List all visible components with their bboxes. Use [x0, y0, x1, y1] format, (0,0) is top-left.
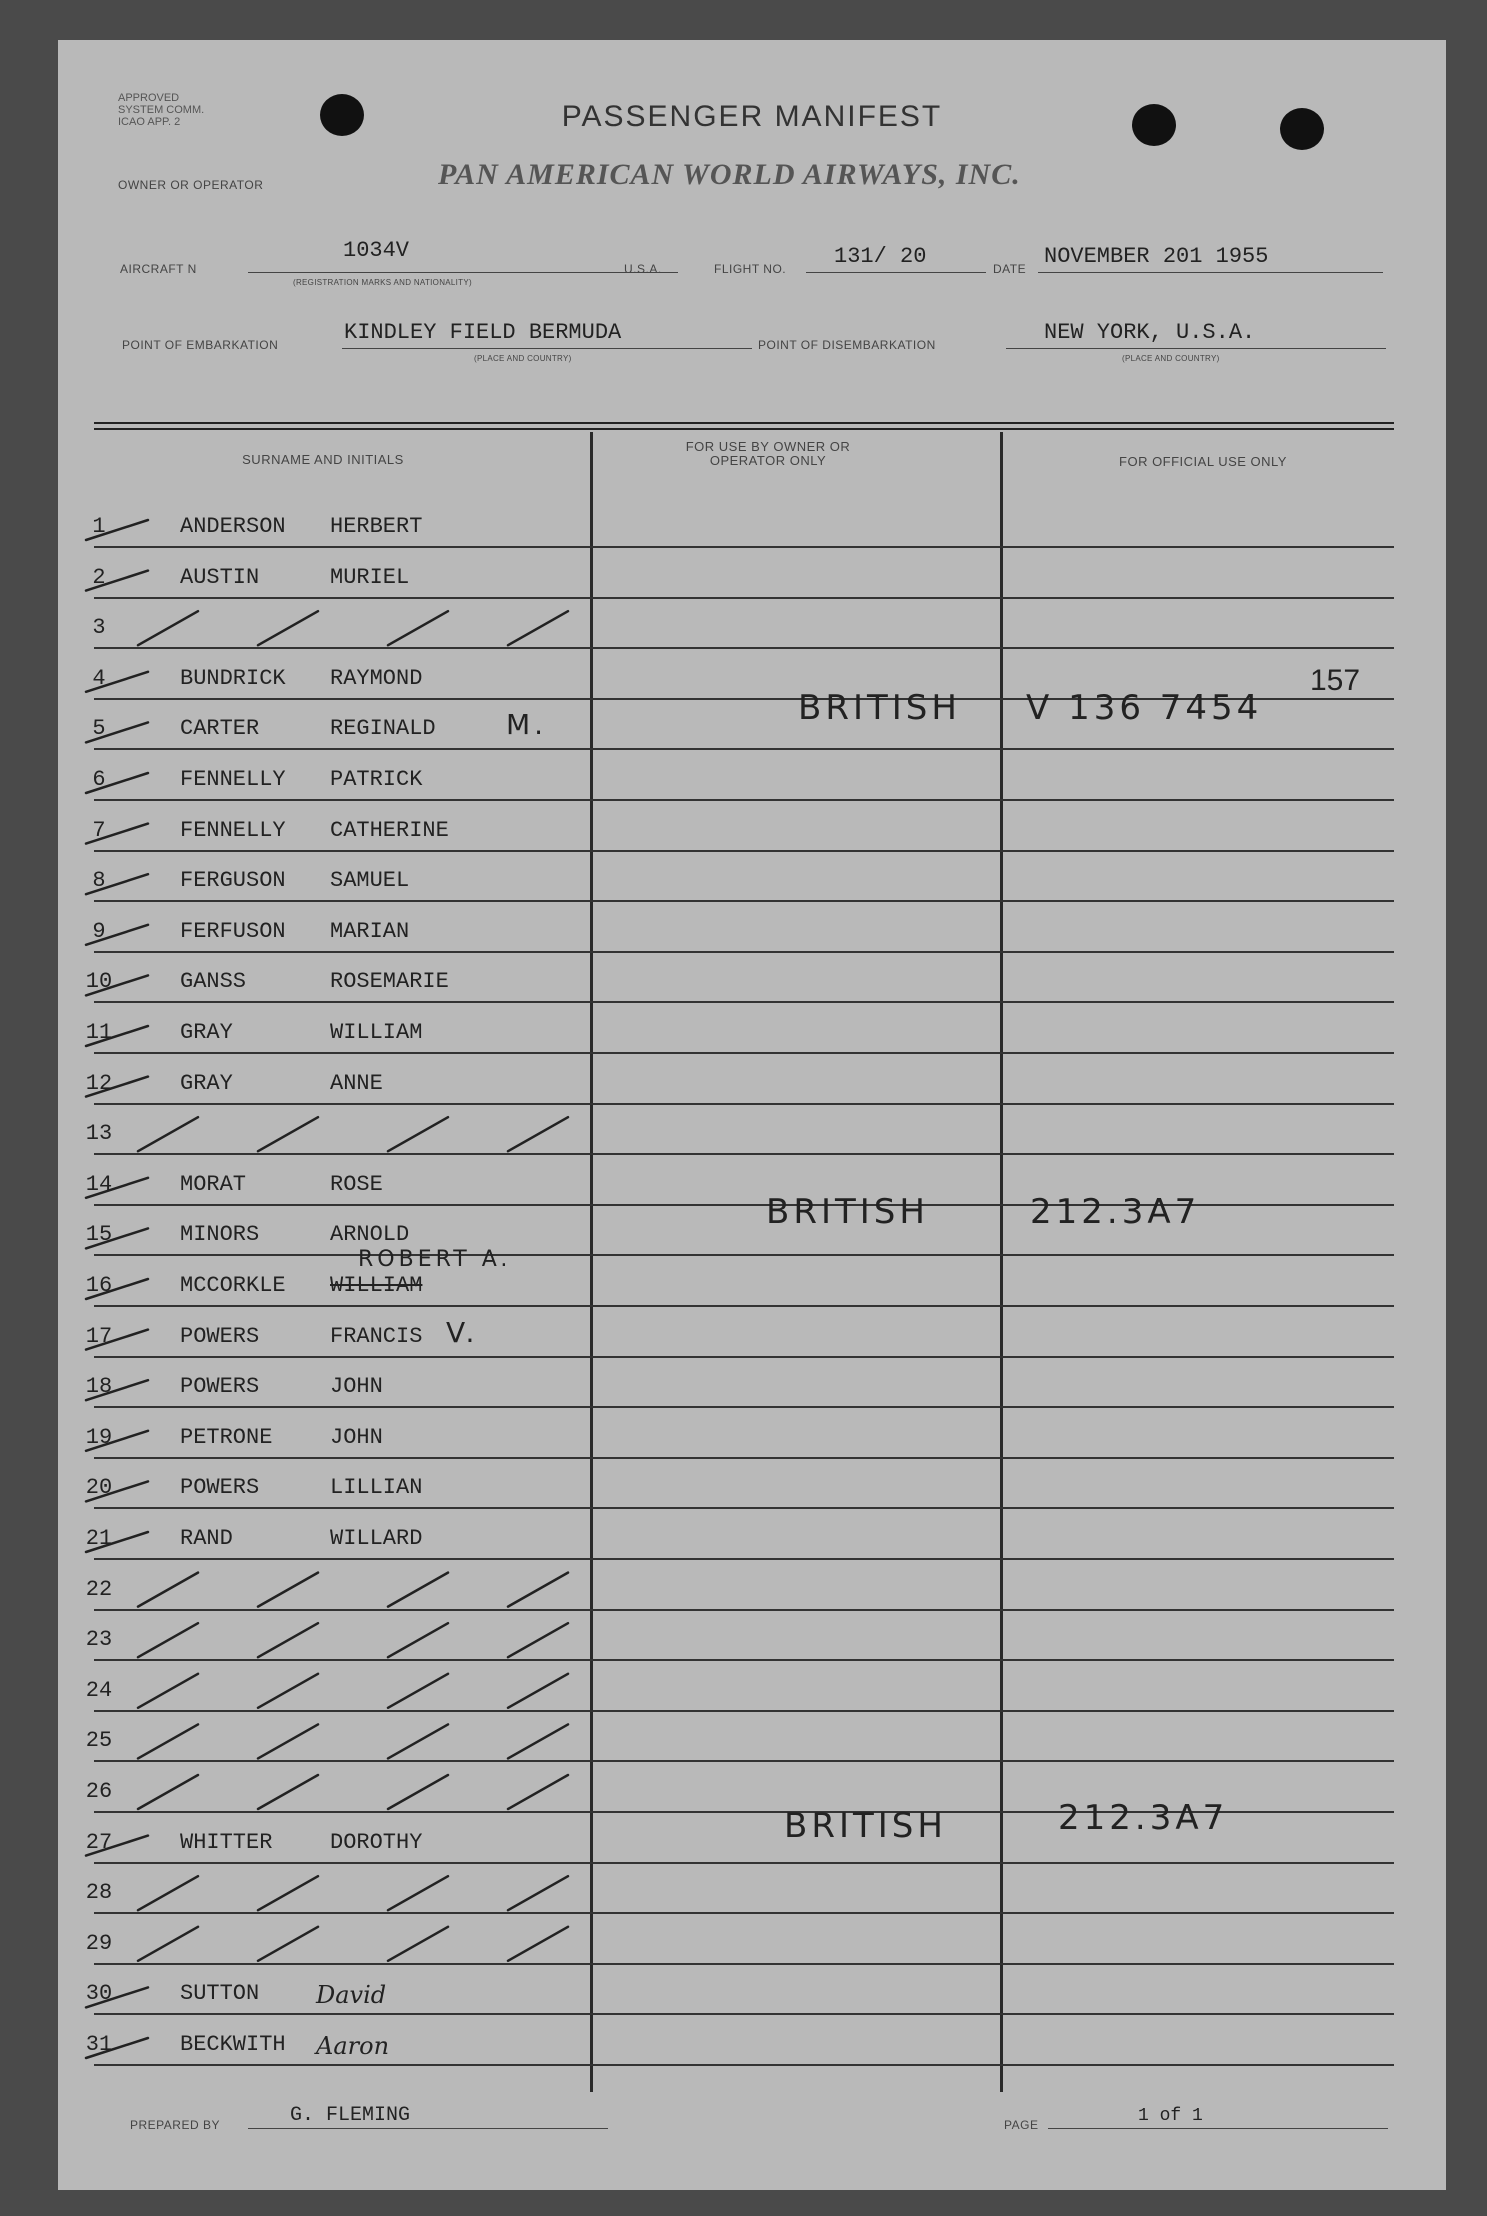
passenger-surname: PETRONE: [180, 1424, 273, 1450]
row-number: 12: [85, 1070, 113, 1096]
cancel-stroke: [508, 1724, 568, 1758]
cancel-stroke: [508, 1573, 568, 1607]
date-value: NOVEMBER 201 1955: [1044, 244, 1269, 269]
cancel-stroke: [388, 1724, 448, 1758]
embark-label: POINT OF EMBARKATION: [122, 338, 279, 352]
cancel-stroke: [388, 1674, 448, 1708]
passenger-surname: FENNELLY: [180, 817, 286, 843]
row-number: 31: [85, 2032, 113, 2057]
handwritten-correction: V.: [446, 1315, 479, 1349]
place-caption: (PLACE AND COUNTRY): [1122, 354, 1220, 363]
embark-value: KINDLEY FIELD BERMUDA: [344, 320, 622, 345]
cancel-stroke: [508, 1775, 568, 1809]
row-number: 24: [85, 1677, 113, 1703]
row-number: 9: [92, 918, 106, 944]
row-number: 19: [85, 1424, 113, 1450]
cancel-stroke: [138, 1724, 198, 1758]
cancel-stroke: [138, 1573, 198, 1607]
cancel-stroke: [508, 1117, 568, 1151]
passenger-surname: MORAT: [180, 1171, 247, 1197]
disembark-value: NEW YORK, U.S.A.: [1044, 320, 1256, 345]
check-mark: [86, 1481, 148, 1501]
row-number: 22: [85, 1576, 113, 1602]
handwritten-correction: ROBERT A.: [358, 1247, 512, 1272]
passenger-surname: FENNELLY: [180, 767, 286, 792]
cancel-stroke: [508, 1674, 568, 1708]
check-mark: [86, 1330, 148, 1350]
check-mark: [86, 722, 148, 742]
check-mark: [86, 520, 148, 540]
passenger-given-name: CATHERINE: [330, 817, 449, 843]
row-number: 27: [85, 1829, 113, 1855]
passenger-surname: SUTTON: [180, 1981, 260, 2007]
check-mark: [86, 1077, 148, 1097]
passenger-given-name: REGINALD: [330, 716, 436, 742]
cancel-stroke: [138, 1623, 198, 1657]
row-number: 14: [85, 1171, 113, 1197]
row-number: 28: [85, 1880, 113, 1906]
usa-label: U.S.A.: [624, 262, 662, 276]
passenger-given-name: David: [316, 1981, 387, 2010]
passenger-given-name: Aaron: [316, 2032, 390, 2060]
strike-marks: [58, 40, 1446, 2190]
check-mark: [86, 1532, 148, 1552]
passenger-given-name: DOROTHY: [330, 1829, 423, 1855]
passenger-given-name: PATRICK: [330, 767, 423, 792]
cancel-stroke: [258, 1117, 318, 1151]
passenger-surname: GRAY: [180, 1020, 233, 1045]
row-number: 11: [85, 1020, 113, 1045]
handwritten-correction: M.: [506, 708, 548, 742]
owner-label: OWNER OR OPERATOR: [118, 178, 264, 192]
check-mark: [86, 571, 148, 591]
passenger-surname: RAND: [180, 1526, 233, 1551]
date-label: DATE: [993, 262, 1027, 276]
cancel-stroke: [508, 1876, 568, 1910]
row-number: 30: [85, 1981, 113, 2007]
passenger-given-name: MURIEL: [330, 564, 410, 590]
handwritten-note: V 136 7454: [1026, 688, 1263, 728]
passenger-given-name: WILLARD: [330, 1526, 423, 1551]
flight-label: FLIGHT NO.: [714, 262, 787, 276]
check-mark: [86, 824, 148, 844]
page-value: 1 of 1: [1138, 2106, 1203, 2126]
passenger-surname: POWERS: [180, 1323, 260, 1349]
row-number: 29: [85, 1930, 113, 1956]
flight-value: 131/ 20: [834, 244, 927, 269]
passenger-given-name: RAYMOND: [330, 665, 423, 691]
column-header-owner-use: FOR USE BY OWNER OR OPERATOR ONLY: [685, 439, 851, 468]
passenger-surname: WHITTER: [180, 1829, 273, 1855]
passenger-given-name: WILLIAM: [330, 1273, 423, 1298]
check-mark: [86, 925, 148, 945]
passenger-given-name: HERBERT: [330, 514, 423, 539]
cancel-stroke: [138, 1674, 198, 1708]
row-number: 10: [85, 969, 113, 995]
handwritten-note: BRITISH: [784, 1806, 947, 1846]
cancel-stroke: [258, 1927, 318, 1961]
approval-stamp: APPROVED SYSTEM COMM. ICAO APP. 2: [118, 92, 205, 128]
row-number: 6: [92, 767, 106, 792]
passenger-given-name: JOHN: [330, 1424, 383, 1450]
passenger-given-name: LILLIAN: [330, 1475, 423, 1501]
row-number: 8: [92, 868, 106, 894]
cancel-stroke: [508, 1623, 568, 1657]
cancel-stroke: [508, 1927, 568, 1961]
row-number: 23: [85, 1627, 113, 1653]
disembark-label: POINT OF DISEMBARKATION: [758, 338, 936, 352]
check-mark: [86, 1836, 148, 1856]
cancel-stroke: [388, 1876, 448, 1910]
passenger-given-name: MARIAN: [330, 918, 410, 944]
prepared-label: PREPARED BY: [130, 2118, 220, 2132]
cancel-stroke: [388, 1927, 448, 1961]
cancel-stroke: [258, 1674, 318, 1708]
row-number: 15: [85, 1222, 113, 1248]
cancel-stroke: [138, 1927, 198, 1961]
row-number: 4: [92, 665, 106, 691]
passenger-surname: BECKWITH: [180, 2032, 286, 2057]
check-mark: [86, 1987, 148, 2007]
cancel-stroke: [388, 1775, 448, 1809]
cancel-stroke: [138, 611, 198, 645]
cancel-stroke: [138, 1775, 198, 1809]
row-number: 2: [92, 564, 106, 590]
check-mark: [86, 1178, 148, 1198]
passenger-given-name: SAMUEL: [330, 868, 410, 894]
check-mark: [86, 1026, 148, 1046]
check-mark: [86, 1431, 148, 1451]
passenger-given-name: JOHN: [330, 1374, 383, 1400]
passenger-given-name: ROSE: [330, 1171, 383, 1197]
page-title: PASSENGER MANIFEST: [561, 100, 943, 133]
passenger-surname: GANSS: [180, 969, 247, 995]
passenger-surname: FERGUSON: [180, 868, 286, 894]
passenger-surname: POWERS: [180, 1475, 260, 1501]
passenger-given-name: FRANCIS: [330, 1323, 423, 1349]
passenger-surname: FERFUSON: [180, 918, 286, 944]
handwritten-note: BRITISH: [798, 688, 961, 728]
passenger-surname: MCCORKLE: [180, 1273, 286, 1298]
row-number: 1: [92, 514, 106, 539]
owner-value: PAN AMERICAN WORLD AIRWAYS, INC.: [438, 158, 1021, 191]
row-number: 21: [85, 1526, 113, 1551]
passenger-surname: POWERS: [180, 1374, 260, 1400]
row-number: 18: [85, 1374, 113, 1400]
registration-caption: (REGISTRATION MARKS AND NATIONALITY): [293, 278, 472, 287]
row-number: 17: [85, 1323, 113, 1349]
cancel-stroke: [258, 1623, 318, 1657]
passenger-surname: ANDERSON: [180, 514, 286, 539]
passenger-given-name: ROSEMARIE: [330, 969, 449, 995]
row-number: 3: [92, 615, 106, 641]
cancel-stroke: [388, 1623, 448, 1657]
column-header-official-use: FOR OFFICIAL USE ONLY: [1119, 454, 1287, 469]
aircraft-value: 1034V: [343, 238, 410, 263]
cancel-stroke: [388, 611, 448, 645]
row-number: 25: [85, 1728, 113, 1754]
prepared-value: G. FLEMING: [290, 2104, 411, 2127]
check-mark: [86, 2038, 148, 2058]
passenger-given-name: ARNOLD: [330, 1222, 410, 1248]
row-number: 13: [85, 1121, 113, 1147]
passenger-surname: CARTER: [180, 716, 260, 742]
row-number: 20: [85, 1475, 113, 1501]
place-caption: (PLACE AND COUNTRY): [474, 354, 572, 363]
passenger-surname: AUSTIN: [180, 564, 260, 590]
cancel-stroke: [388, 1573, 448, 1607]
cancel-stroke: [508, 611, 568, 645]
row-number: 26: [85, 1779, 113, 1804]
column-header-surname: SURNAME AND INITIALS: [242, 452, 404, 467]
cancel-stroke: [138, 1876, 198, 1910]
aircraft-label: AIRCRAFT N: [120, 262, 197, 276]
row-number: 7: [92, 817, 106, 843]
check-mark: [86, 874, 148, 894]
margin-note: 157: [1310, 664, 1361, 697]
handwritten-note: 212.3A7: [1058, 1798, 1229, 1838]
row-number: 5: [92, 716, 106, 742]
handwritten-note: 212.3A7: [1030, 1192, 1201, 1232]
passenger-given-name: ANNE: [330, 1070, 383, 1096]
check-mark: [86, 1279, 148, 1299]
passenger-surname: GRAY: [180, 1070, 233, 1096]
check-mark: [86, 1228, 148, 1248]
row-number: 16: [85, 1273, 113, 1298]
passenger-surname: BUNDRICK: [180, 665, 286, 691]
check-mark: [86, 1380, 148, 1400]
cancel-stroke: [138, 1117, 198, 1151]
check-mark: [86, 773, 148, 793]
passenger-given-name: WILLIAM: [330, 1020, 423, 1045]
cancel-stroke: [258, 1775, 318, 1809]
cancel-stroke: [388, 1117, 448, 1151]
passenger-surname: MINORS: [180, 1222, 260, 1248]
handwritten-note: BRITISH: [766, 1192, 929, 1232]
check-mark: [86, 975, 148, 995]
cancel-stroke: [258, 1876, 318, 1910]
cancel-stroke: [258, 611, 318, 645]
cancel-stroke: [258, 1573, 318, 1607]
manifest-sheet: [58, 40, 1446, 2190]
page-label: PAGE: [1004, 2118, 1039, 2132]
check-mark: [86, 672, 148, 692]
cancel-stroke: [258, 1724, 318, 1758]
